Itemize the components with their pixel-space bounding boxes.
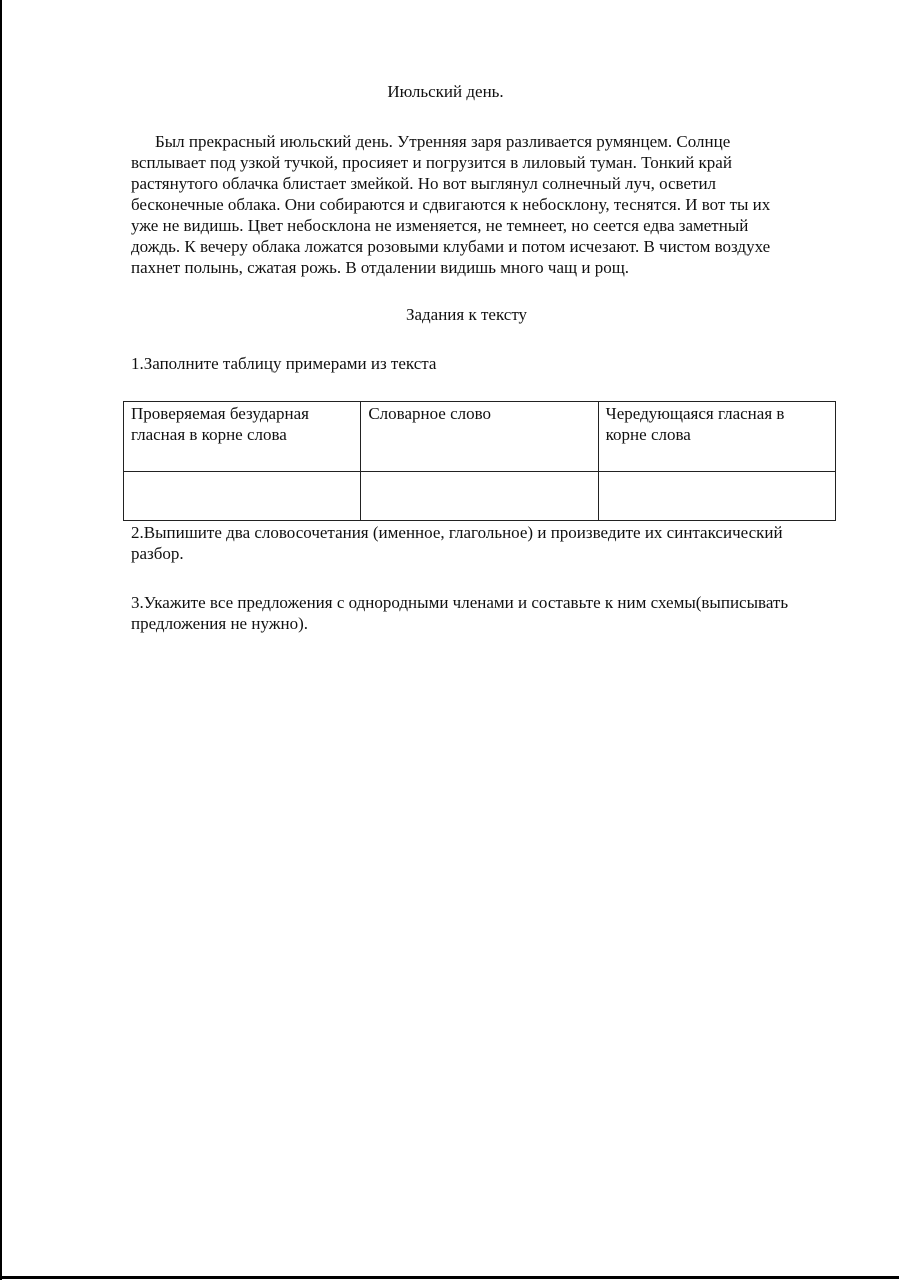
paragraph-line: уже не видишь. Цвет небосклона не изменяется, не темнеет, но сеется едва заметный bbox=[131, 216, 749, 235]
paragraph-line: пахнет полынь, сжатая рожь. В отдалении видишь много чащ и рощ. bbox=[131, 258, 630, 277]
task-line: 2.Выпишите два словосочетания (именное, глагольное) и произведите их синтаксический bbox=[131, 523, 783, 542]
paragraph-line: Был прекрасный июльский день. Утренняя заря разливается румянцем. Солнце bbox=[155, 132, 731, 151]
tasks-heading-text: Задания к тексту bbox=[405, 305, 528, 324]
document-title bbox=[0, 82, 899, 102]
examples-table bbox=[123, 401, 836, 521]
task-2 bbox=[131, 522, 851, 564]
table-cell bbox=[598, 472, 835, 521]
task-line: разбор. bbox=[131, 544, 184, 563]
table-header-cell: Словарное слово bbox=[361, 402, 598, 472]
title-text: Июльский день. bbox=[387, 82, 504, 101]
task-1: 1.Заполните таблицу примерами из текста bbox=[131, 354, 437, 373]
task-line: 3.Укажите все предложения с однородными членами и составьте к ним схемы(выписывать bbox=[131, 593, 789, 612]
page-border-bottom bbox=[0, 1276, 899, 1279]
paragraph-line: бесконечные облака. Они собираются и сдвигаются к небосклону, теснятся. И вот ты их bbox=[131, 195, 771, 214]
paragraph-line: всплывает под узкой тучкой, просияет и погрузится в лиловый туман. Тонкий край bbox=[131, 153, 732, 172]
table-cell bbox=[361, 472, 598, 521]
table-header-cell: Чередующаяся гласная в корне слова bbox=[598, 402, 835, 472]
table-header-row bbox=[124, 402, 836, 472]
tasks-heading bbox=[0, 305, 899, 325]
table-cell bbox=[124, 472, 361, 521]
task-3 bbox=[131, 592, 861, 634]
task-line: предложения не нужно). bbox=[131, 614, 308, 633]
table-header-cell: Проверяемая безударная гласная в корне слова bbox=[124, 402, 361, 472]
paragraph-line: дождь. К вечеру облака ложатся розовыми клубами и потом исчезают. В чистом воздухе bbox=[131, 237, 771, 256]
text-paragraph bbox=[131, 131, 851, 278]
page-border-left bbox=[0, 0, 2, 1280]
table-row bbox=[124, 472, 836, 521]
paragraph-line: растянутого облачка блистает змейкой. Но вот выглянул солнечный луч, осветил bbox=[131, 174, 717, 193]
